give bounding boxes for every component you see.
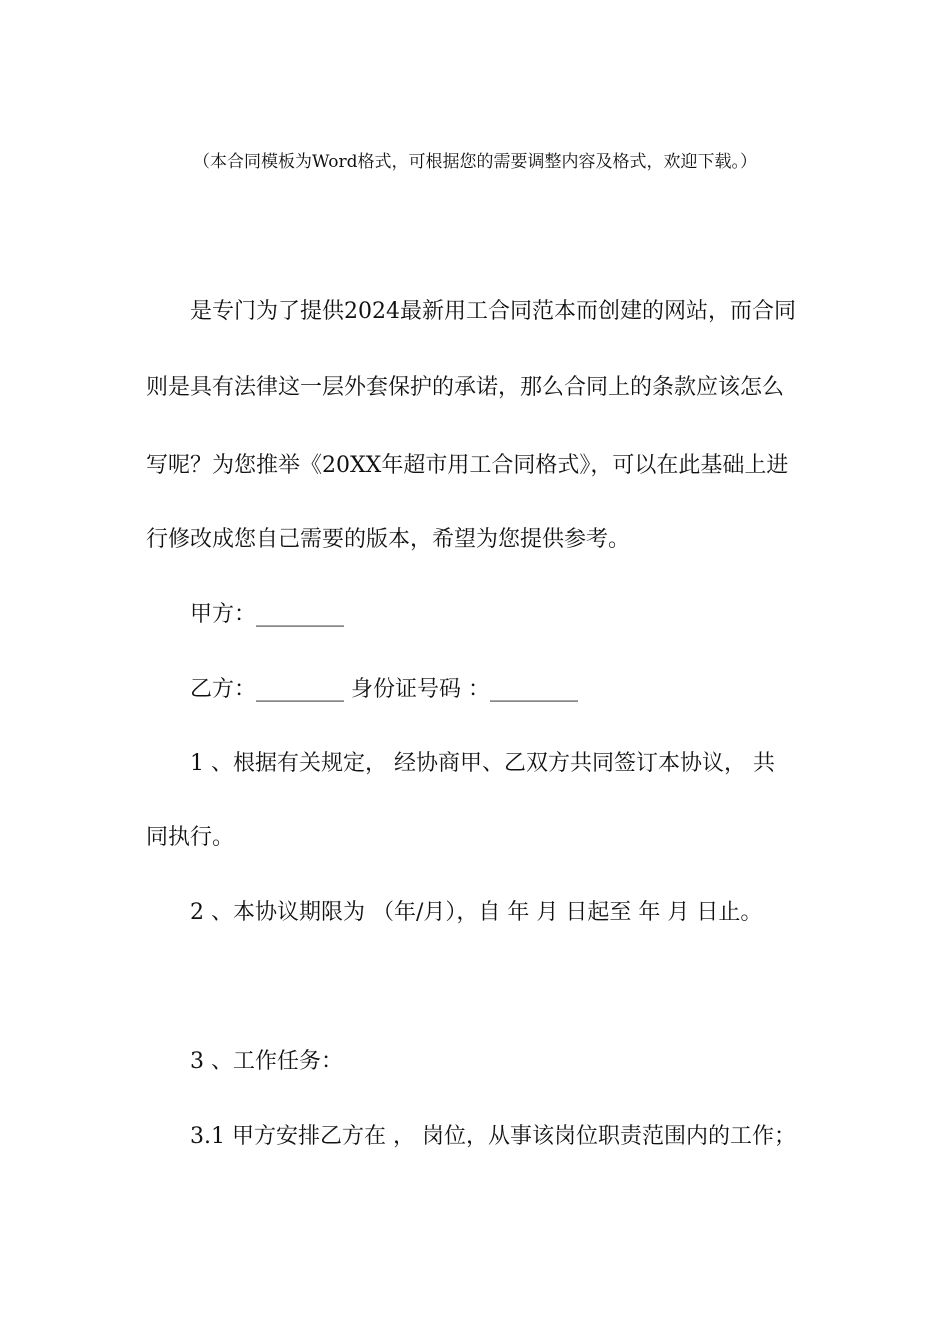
clause-1-line-1: 1 、根据有关规定， 经协商甲、乙双方共同签订本协议， 共	[190, 751, 775, 776]
clause-3: 3 、工作任务：	[190, 1049, 343, 1074]
intro-line-4: 行修改成您自己需要的版本，希望为您提供参考。	[146, 527, 631, 552]
party-b-line	[190, 676, 578, 704]
id-number-blank: ________	[490, 677, 579, 702]
party-a-blank: ________	[256, 602, 345, 627]
clause-1-line-2: 同执行。	[146, 825, 235, 850]
party-a-label: 甲方：	[190, 602, 257, 627]
clause-3-1: 3.1 甲方安排乙方在 ， 岗位，从事该岗位职责范围内的工作；	[190, 1124, 796, 1149]
template-note: （本合同模板为Word格式，可根据您的需要调整内容及格式，欢迎下载。）	[192, 152, 758, 172]
clause-2: 2 、本协议期限为 （年/月），自 年 月 日起至 年 月 日止。	[190, 900, 763, 925]
id-number-label: 身份证号码 ：	[344, 677, 491, 702]
party-a-line	[190, 601, 344, 629]
intro-line-3: 写呢？为您推举《20XX年超市用工合同格式》，可以在此基础上进	[146, 453, 789, 478]
party-b-label: 乙方：	[190, 677, 257, 702]
intro-line-1: 是专门为了提供2024最新用工合同范本而创建的网站，而合同	[190, 299, 796, 324]
party-b-blank: ________	[256, 677, 345, 702]
intro-line-2: 则是具有法律这一层外套保护的承诺，那么合同上的条款应该怎么	[146, 375, 785, 400]
